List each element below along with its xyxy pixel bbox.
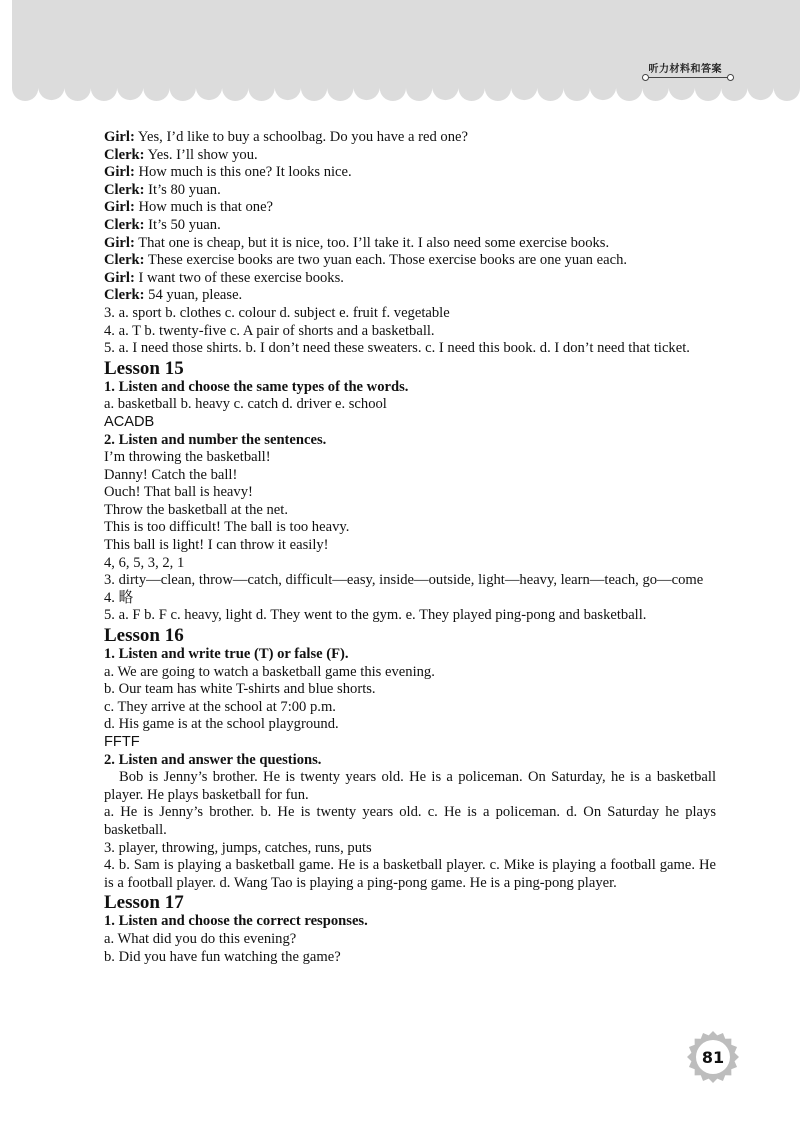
lesson-17-title: Lesson 17 (104, 892, 184, 914)
sentence-line: Ouch! That ball is heavy! (104, 484, 253, 501)
dialogue-line: Girl: How much is this one? It looks nice. (104, 164, 352, 181)
question-heading: 2. Listen and answer the questions. (104, 751, 322, 768)
dialogue-line: Girl: I want two of these exercise books. (104, 269, 344, 286)
question-heading: 1. Listen and choose the same types of the words. (104, 378, 409, 395)
question-heading: 2. Listen and number the sentences. (104, 431, 327, 448)
answer-key: 4, 6, 5, 3, 2, 1 (104, 554, 185, 571)
response-line: b. Did you have fun watching the game? (104, 948, 341, 965)
sentence-line: This ball is light! I can throw it easily! (104, 537, 329, 554)
statement-line: a. We are going to watch a basketball game this evening. (104, 663, 435, 680)
answer-key: ACADB (104, 413, 155, 430)
statement-line: b. Our team has white T-shirts and blue shorts. (104, 681, 376, 698)
lesson-16-title: Lesson 16 (104, 625, 184, 647)
answer-5: 5. a. I need those shirts. b. I don’t need these sweaters. c. I need this book. d. I don’t need that ticket. (104, 340, 690, 357)
dialogue-line: Girl: Yes, I’d like to buy a schoolbag. Do you have a red one? (104, 129, 468, 145)
answer-content (104, 129, 716, 966)
page-number-wrap (686, 1030, 740, 1084)
dialogue-block (104, 129, 716, 305)
question-heading: 1. Listen and write true (T) or false (F). (104, 646, 349, 663)
response-line: a. What did you do this evening? (104, 930, 297, 947)
answer-key: a. He is Jenny’s brother. b. He is twenty years old. c. He is a policeman. d. On Saturday he plays basketball. (104, 804, 716, 838)
answer-5: 5. a. F b. F c. heavy, light d. They went to the gym. e. They played ping-pong and basketball. (104, 607, 647, 624)
dialogue-line: Clerk: Yes. I’ll show you. (104, 146, 258, 163)
dialogue-line: Clerk: 54 yuan, please. (104, 287, 243, 304)
statement-line: d. His game is at the school playground. (104, 716, 339, 733)
sentence-line: Throw the basketball at the net. (104, 501, 288, 518)
answer-4: 4. b. Sam is playing a basketball game. He is a basketball player. c. Mike is playing a football game. He is a football player. d. Wang Tao is playing a ping-pong game. He is a ping-pong player. (104, 857, 716, 891)
section-label: 听力材料和答案 (648, 64, 722, 75)
answer-3: 3. dirty—clean, throw—catch, difficult—easy, inside—outside, light—heavy, learn—teach, go—come (104, 572, 704, 589)
listening-passage: Bob is Jenny’s brother. He is twenty years old. He is a policeman. On Saturday, he is a basketball player. He plays basketball for fun. (104, 769, 716, 803)
statement-line: c. They arrive at the school at 7:00 p.m. (104, 698, 336, 715)
dialogue-line: Clerk: These exercise books are two yuan each. Those exercise books are one yuan each. (104, 252, 628, 269)
dialogue-line: Clerk: It’s 50 yuan. (104, 216, 221, 233)
sentence-line: This is too difficult! The ball is too heavy. (104, 519, 350, 536)
answer-3: 3. a. sport b. clothes c. colour d. subject e. fruit f. vegetable (104, 304, 450, 321)
lesson-15-title: Lesson 15 (104, 357, 184, 379)
answer-4: 4. a. T b. twenty-five c. A pair of shorts and a basketball. (104, 322, 435, 339)
dialogue-line: Girl: That one is cheap, but it is nice, too. I’ll take it. I also need some exercise books. (104, 234, 610, 251)
dialogue-line: Clerk: It’s 80 yuan. (104, 181, 221, 198)
header-band (12, 0, 800, 110)
word-list: a. basketball b. heavy c. catch d. driver e. school (104, 396, 387, 413)
dialogue-line: Girl: How much is that one? (104, 199, 274, 216)
answer-3: 3. player, throwing, jumps, catches, runs, puts (104, 839, 372, 856)
sentence-line: I’m throwing the basketball! (104, 449, 271, 466)
answer-key: FFTF (104, 734, 140, 750)
answer-4: 4. 略 (104, 589, 134, 606)
question-heading: 1. Listen and choose the correct responses. (104, 913, 368, 930)
sentence-line: Danny! Catch the ball! (104, 466, 238, 483)
header-underline (648, 77, 728, 78)
page-number: 81 (701, 1047, 725, 1067)
